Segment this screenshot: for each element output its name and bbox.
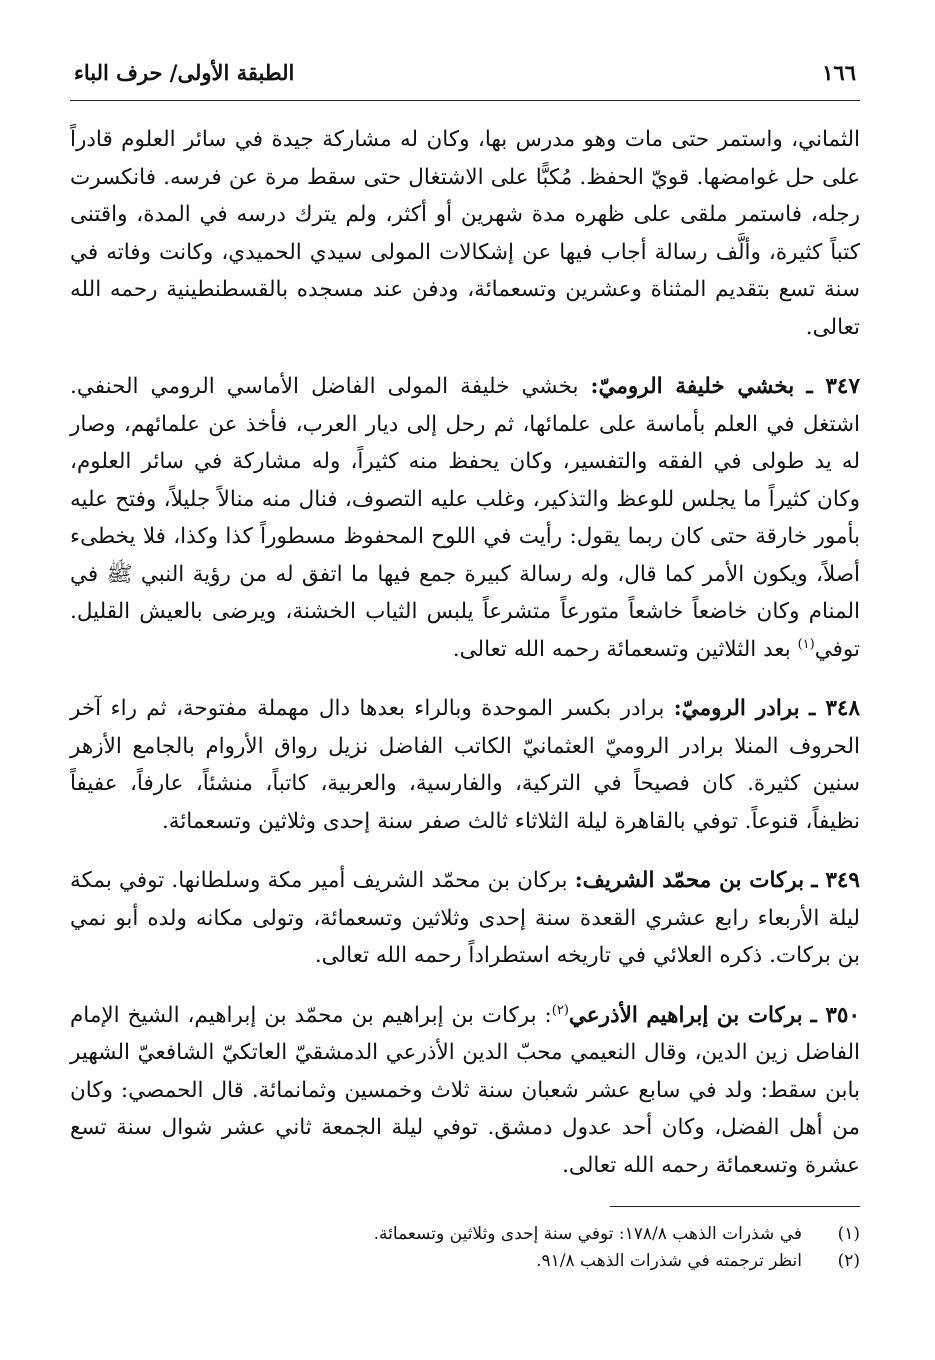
footnote-1 — [70, 1221, 860, 1248]
entry-text: بركان بن محمّد الشريف أمير مكة وسلطانها. توفي بمكة ليلة الأربعاء رابع عشري القعدة سنة إحدى وثلاثين وتسعمائة، وتولى مكانه ولده أبو نمي بن بركات. ذكره العلائي في تاريخه استطراداً رحمه الله تعالى. — [70, 868, 860, 968]
entry-text: برادر بكسر الموحدة وبالراء بعدها دال مهملة مفتوحة، ثم راء آخر الحروف المنلا برادر الروميّ العثمانيّ الكاتب الفاضل نزيل رواق الأروام بالجامع الأزهر سنين كثيرة. كان فصيحاً في التركية، والفارسية، والعربية، كاتباً، منشئاً، عارفاً، عفيفاً نظيفاً، قنوعاً. توفي بالقاهرة ليلة الثلاثاء ثالث صفر سنة إحدى وثلاثين وتسعمائة. — [70, 696, 860, 834]
footnotes — [70, 1221, 860, 1275]
footnote-divider — [610, 1206, 860, 1207]
entry-348 — [70, 690, 860, 840]
footnote-reference[interactable]: (٢) — [551, 1002, 569, 1018]
entry-349 — [70, 862, 860, 975]
page-body — [70, 121, 860, 1184]
entry-text-continued: بعد الثلاثين وتسعمائة رحمه الله تعالى. — [452, 636, 791, 662]
entry-number: ٣٤٨ ـ — [809, 696, 860, 721]
footnote-text: انظر ترجمته في شذرات الذهب ٩١/٨. — [536, 1251, 802, 1271]
entry-number: ٣٥٠ ـ — [810, 1002, 860, 1028]
paragraph-text: الثماني، واستمر حتى مات وهو مدرس بها، وكان له مشاركة جيدة في سائر العلوم قادراً على حل غوامضها. قويّ الحفظ. مُكبًّا على الاشتغال حتى سقط مرة عن فرسه. فانكسرت رجله، فاستمر ملقى على ظهره مدة شهرين أو أكثر، ولم يترك درسه في المدة، واقتنى كتباً كثيرة، وألَّف رسالة أجاب فيها عن إشكالات المولى سيدي الحميدي، وكانت وفاته في سنة تسع بتقديم المثناة وعشرين وتسعمائة، ودفن عند مسجده بالقسطنطينية رحمه الله تعالى. — [70, 127, 860, 340]
entry-text: : بركات بن إبراهيم بن محمّد بن إبراهيم، الشيخ الإمام الفاضل زين الدين، وقال النعيمي محبّ الدين الأذرعي الدمشقيّ العاتكيّ الشافعيّ الشهير بابن سقط: ولد في سابع عشر شعبان سنة ثلاث وخمسين وثمانمائة. قال الحمصي: وكان من أهل الفضل، وكان أحد عدول دمشق. توفي ليلة الجمعة ثاني عشر شوال سنة تسع عشرة وتسعمائة رحمه الله تعالى. — [70, 1002, 860, 1178]
footnote-reference[interactable]: (١) — [797, 636, 815, 652]
page-header — [70, 60, 860, 101]
footnote-number: (٢) — [837, 1251, 860, 1271]
paragraph-continuation — [70, 121, 860, 346]
entry-number: ٣٤٧ ـ — [806, 374, 860, 399]
entry-title: بركات بن محمّد الشريف: — [574, 868, 805, 893]
entry-number: ٣٤٩ ـ — [811, 868, 860, 893]
entry-title: بخشي خليفة الروميّ: — [590, 374, 795, 399]
book-page — [70, 60, 860, 1275]
footnote-2 — [70, 1248, 860, 1275]
entry-text: بخشي خليفة المولى الفاضل الأماسي الرومي الحنفي. اشتغل في العلم بأماسة على علمائها، ثم رحل إلى ديار العرب، فأخذ عن علمائهم، وصار له يد طولى في الفقه والتفسير، وكان يحفظ منه كثيراً، وله مشاركة في سائر العلوم، وكان كثيراً ما يجلس للوعظ والتذكير، وغلب عليه التصوف، فنال منه منالاً جليلاً، وفتح عليه بأمور خارقة حتى كان ربما يقول: رأيت في اللوح المحفوظ مسطوراً كذا وكذا، فلا يخطىء أصلاً، ويكون الأمر كما قال، وله رسالة كبيرة جمع فيها ما اتفق له من رؤية النبي ﷺ في المنام وكان خاضعاً خاشعاً متورعاً متشرعاً يلبس الثياب الخشنة، ويرضى بالعيش القليل. توفي — [70, 374, 860, 662]
entry-350 — [70, 997, 860, 1185]
footnote-text: في شذرات الذهب ١٧٨/٨: توفي سنة إحدى وثلاثين وتسعمائة. — [373, 1224, 802, 1244]
footnote-number: (١) — [837, 1224, 860, 1244]
running-title: الطبقة الأولى/ حرف الباء — [74, 60, 295, 85]
entry-title: برادر الروميّ: — [673, 696, 800, 721]
entry-347 — [70, 368, 860, 668]
page-number: ١٦٦ — [822, 60, 856, 85]
entry-title: بركات بن إبراهيم الأذرعي — [568, 1002, 803, 1028]
